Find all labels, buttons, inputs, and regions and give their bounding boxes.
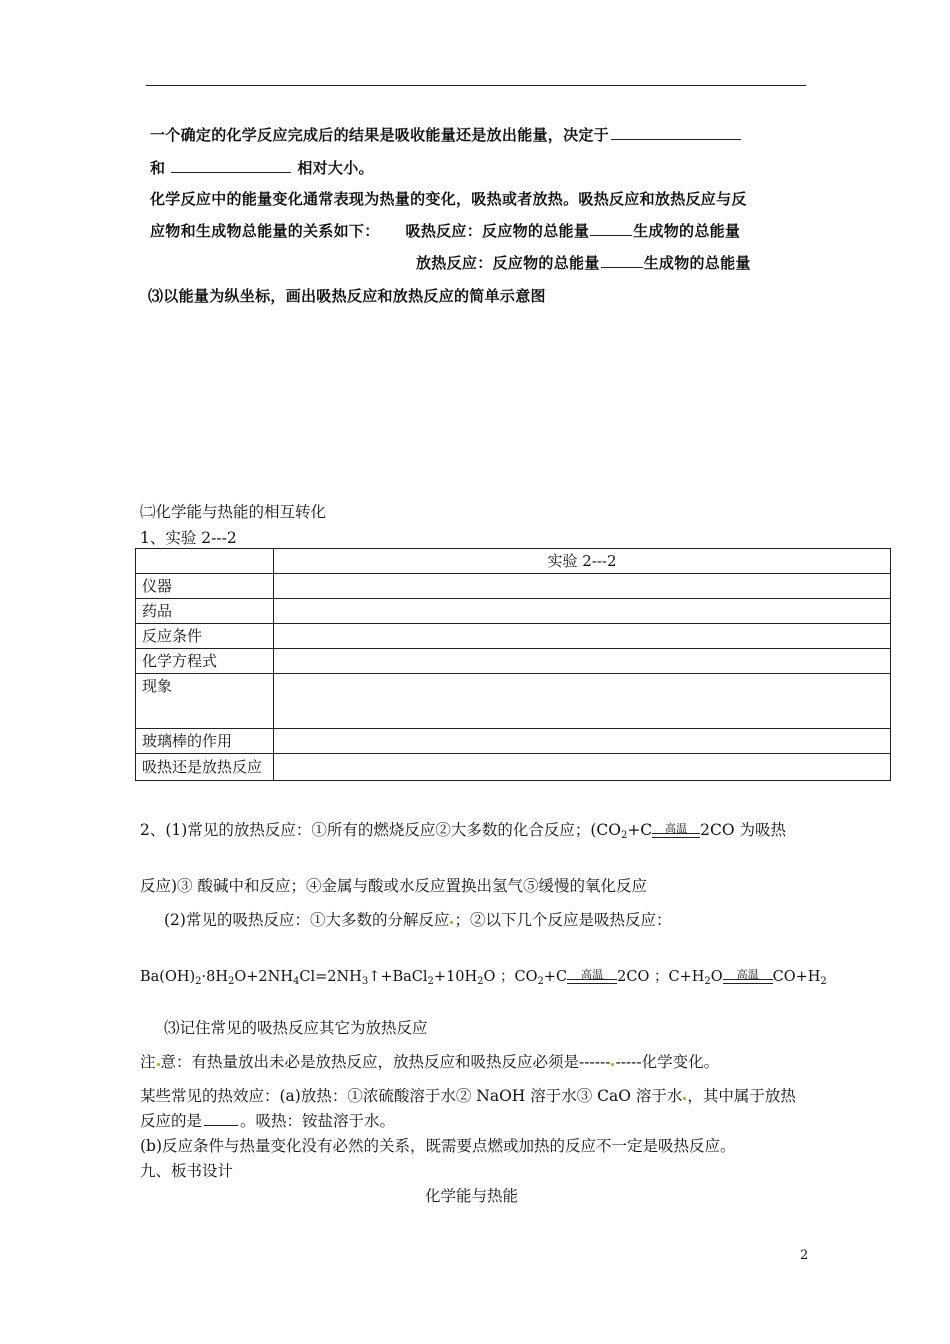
table-cell: [136, 549, 274, 574]
fill-blank: [590, 221, 632, 236]
table-row: [136, 624, 891, 649]
table-row: [136, 574, 891, 599]
table-row: [136, 599, 891, 624]
page-number: 2: [800, 1248, 809, 1263]
row-label: 玻璃棒的作用: [136, 729, 274, 754]
row-label: 化学方程式: [136, 649, 274, 674]
section-title: ㈡化学能与热能的相互转化: [140, 503, 327, 521]
scan-line-5: 放热反应：反应物的总能量 生成物的总能量: [416, 254, 751, 272]
condition-high-temp: 高温: [723, 969, 773, 980]
condition-high-temp: 高温: [652, 823, 700, 834]
table-header-row: [136, 549, 891, 574]
exothermic-line-2: 反应)③ 酸碱中和反应；④金属与酸或水反应置换出氢气⑤缓慢的氧化反应: [140, 877, 647, 895]
fill-blank: [611, 125, 741, 140]
table-cell: [274, 574, 891, 599]
mark-dot: [157, 1063, 160, 1066]
equation-line: $Ba(OH)_2\cdot 8H_2O+2NH_4Cl=2NH_3↑+BaCl_2+10H_2O$ ；$CO_2+C$ 高温 2CO ；$C+H_2O$ 高温 $CO+H_2$: [140, 968, 827, 987]
table-header-cell: 实验 2---2: [274, 549, 891, 574]
scan-line-1: 一个确定的化学反应完成后的结果是吸收能量还是放出能量，决定于: [150, 124, 741, 145]
scan-line-6: ⑶以能量为纵坐标，画出吸热反应和放热反应的简单示意图: [148, 287, 546, 305]
mark-dot: [611, 1063, 614, 1066]
condition-high-temp: 高温: [567, 969, 617, 980]
condition-note-line: (b)反应条件与热量变化没有必然的关系，既需要点燃或加热的反应不一定是吸热反应。: [140, 1137, 736, 1155]
table-cell: [274, 599, 891, 624]
remember-line: ⑶记住常见的吸热反应其它为放热反应: [164, 1019, 428, 1037]
row-label: 吸热还是放热反应: [136, 754, 274, 781]
row-label: 现象: [136, 674, 274, 729]
board-title: 化学能与热能: [425, 1187, 519, 1205]
endothermic-line: (2)常见的吸热反应：①大多数的分解反应 ；②以下几个反应是吸热反应：: [164, 911, 672, 929]
row-label: 药品: [136, 599, 274, 624]
table-cell: [274, 624, 891, 649]
heat-effect-line-2: 反应的是 。吸热：铵盐溶于水。: [140, 1112, 396, 1130]
fill-blank: [601, 253, 643, 268]
table-cell: [274, 729, 891, 754]
table-cell: [274, 674, 891, 729]
scan-line-2: 和 相对大小。: [150, 159, 374, 177]
scan-line-4: 应物和生成物总能量的关系如下： 吸热反应：反应物的总能量 生成物的总能量: [150, 222, 741, 240]
mark-dot: [683, 1097, 686, 1100]
table-row: [136, 649, 891, 674]
board-design-heading: 九、板书设计: [140, 1162, 234, 1180]
row-label: 反应条件: [136, 624, 274, 649]
table-row: [136, 729, 891, 754]
fill-blank: [204, 1111, 238, 1126]
row-label: 仪器: [136, 574, 274, 599]
note-line: 注 意：有热量放出未必是放热反应，放热反应和吸热反应必须是------ -----化学变化。: [140, 1053, 720, 1071]
table-cell: [274, 649, 891, 674]
scan-line-3: 化学反应中的能量变化通常表现为热量的变化，吸热或者放热。吸热反应和放热反应与反: [150, 190, 747, 208]
exothermic-line: 2、(1)常见的放热反应：①所有的燃烧反应②大多数的化合反应；($CO_2+C$ 高温 2CO 为吸热: [140, 821, 787, 841]
heat-effect-line: 某些常见的热效应：(a)放热：①浓硫酸溶于水② NaOH 溶于水③ CaO 溶于水 ，其中属于放热: [140, 1087, 796, 1105]
table-row: [136, 674, 891, 729]
experiment-title: 1、实验 2---2: [140, 529, 237, 547]
header-rule: [146, 85, 806, 86]
experiment-table: [135, 548, 891, 781]
table-cell: [274, 754, 891, 781]
table-row: [136, 754, 891, 781]
fill-blank: [171, 158, 291, 173]
